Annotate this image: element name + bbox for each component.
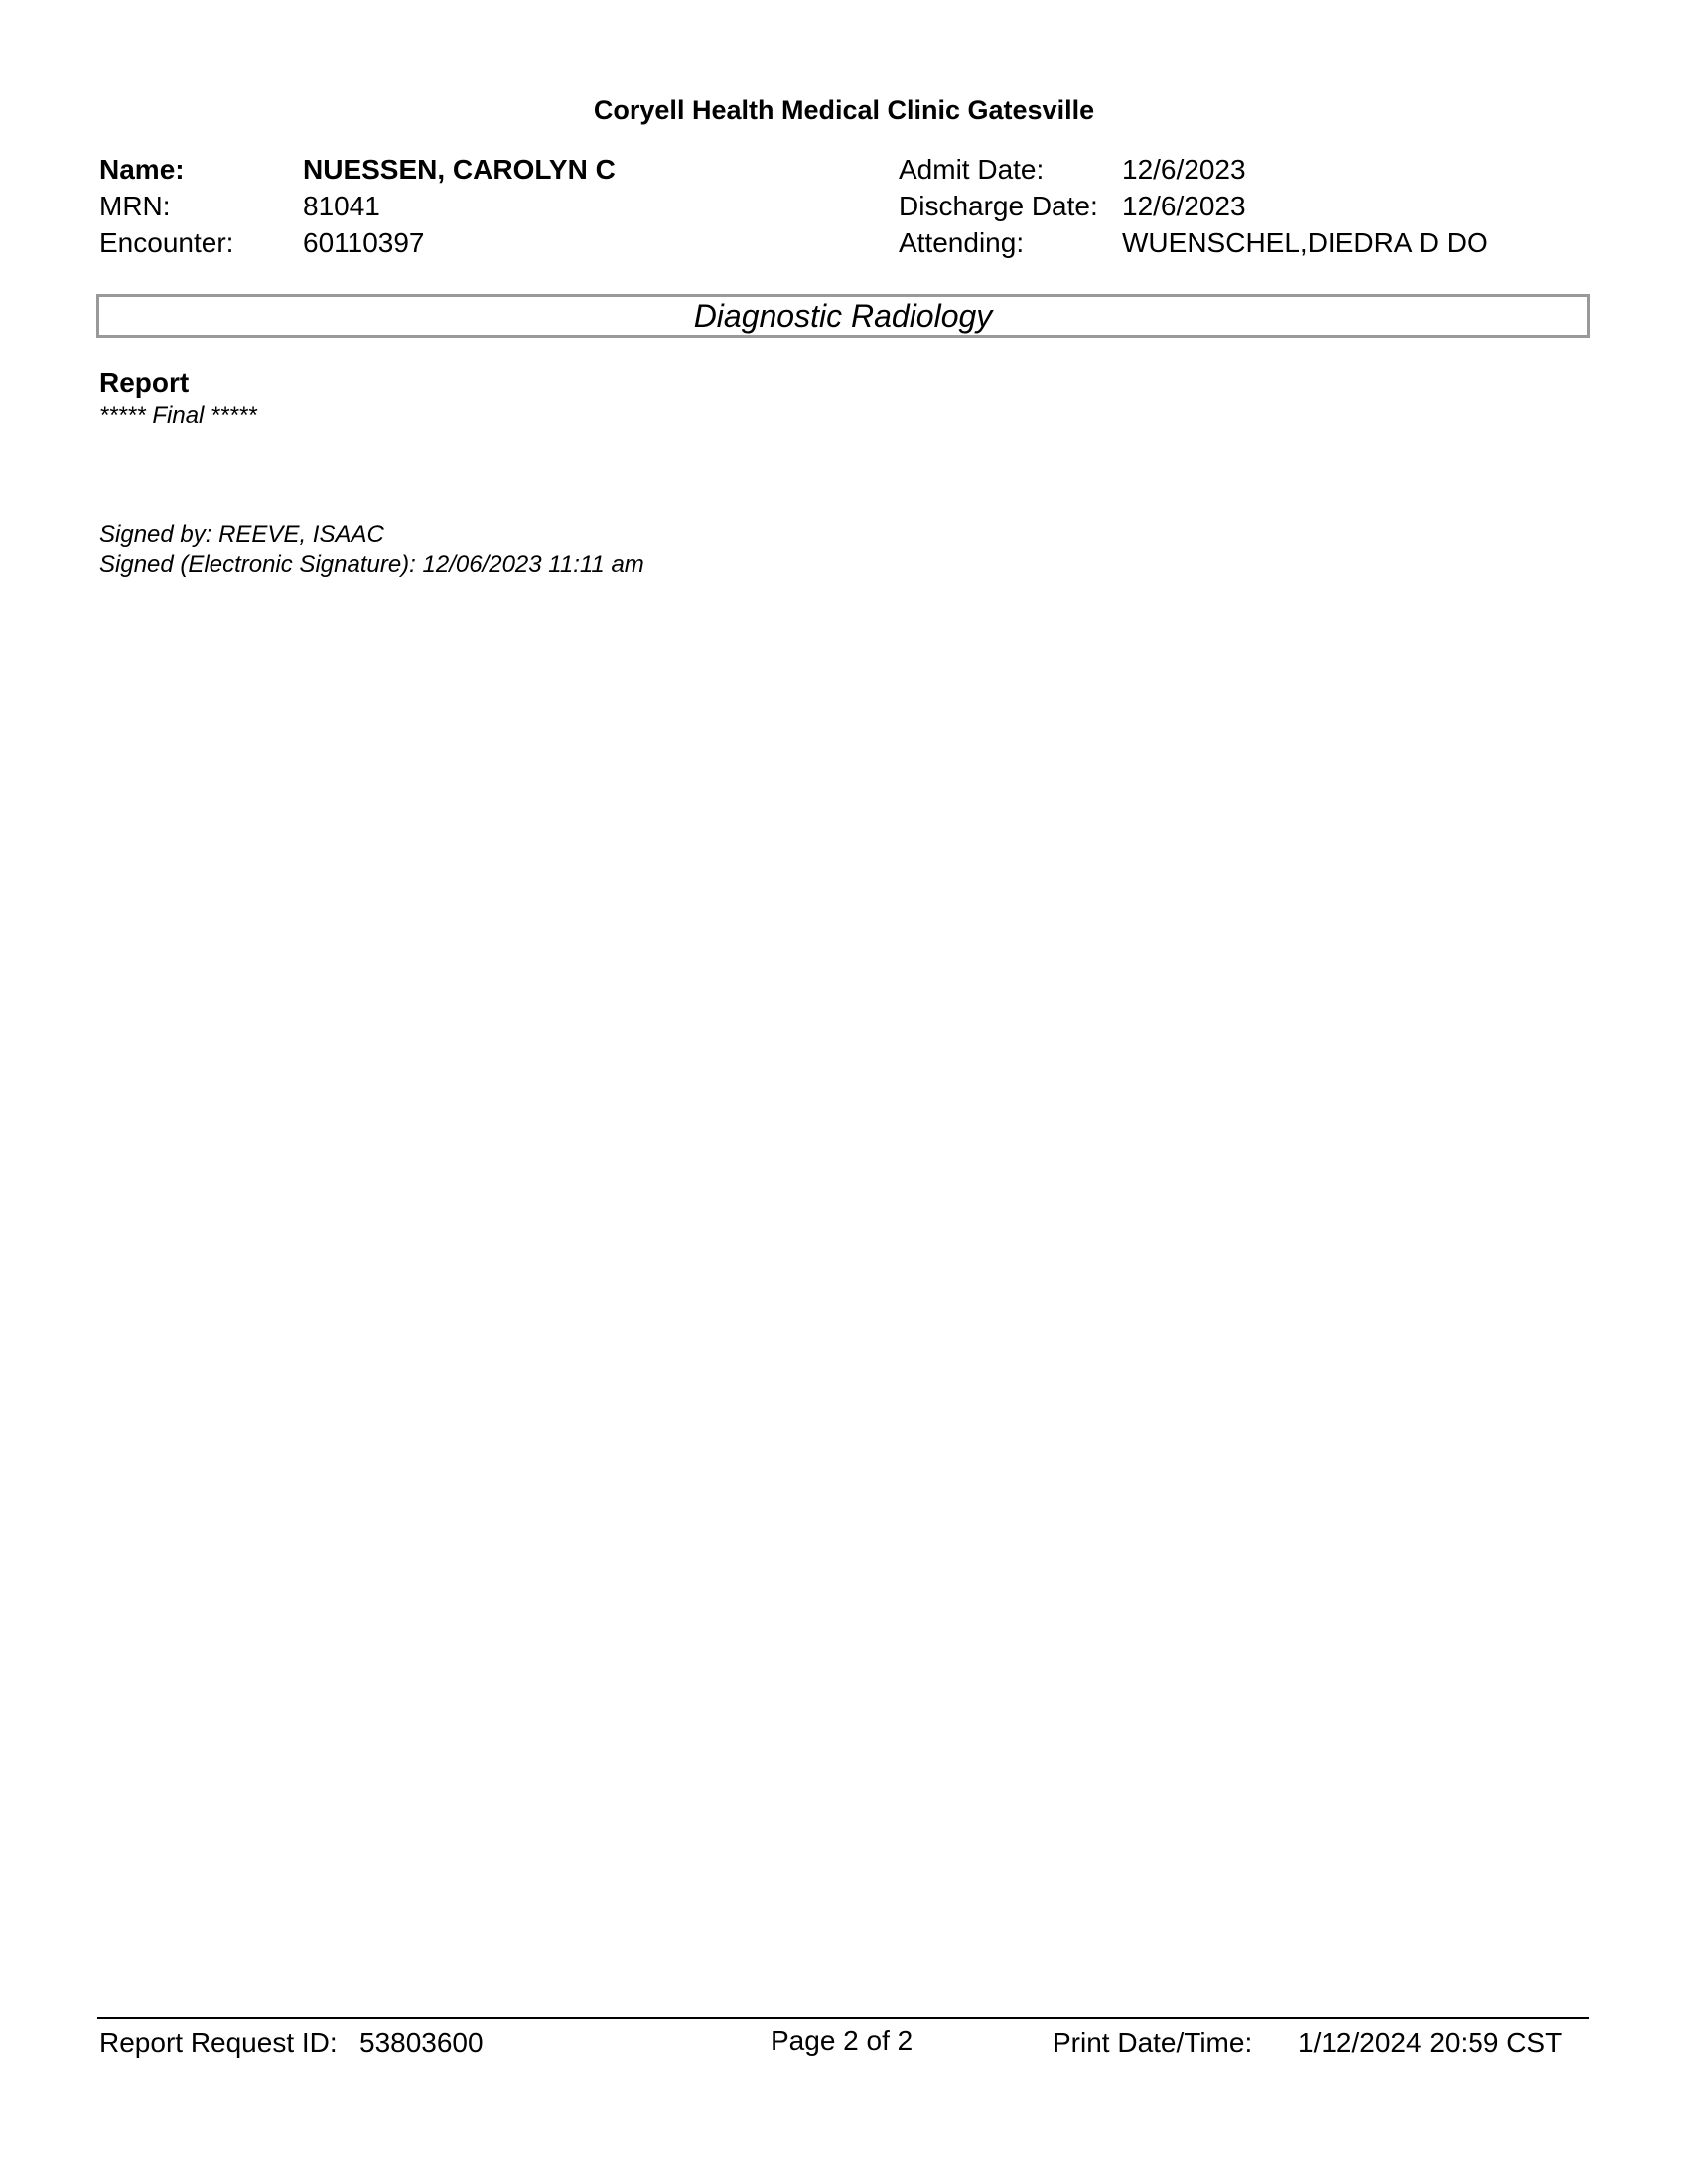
section-title-box: [96, 294, 1590, 338]
footer-divider: [97, 2017, 1589, 2019]
report-heading: Report: [99, 367, 190, 398]
facility-title: Coryell Health Medical Clinic Gatesville: [593, 95, 1095, 125]
attending-label: Attending:: [899, 227, 1025, 258]
page-number: Page 2 of 2: [771, 2025, 914, 2056]
print-datetime-value: 1/12/2024 20:59 CST: [1298, 2027, 1563, 2058]
encounter-value: 60110397: [303, 227, 425, 258]
signed-by: Signed by: REEVE, ISAAC: [99, 521, 384, 548]
attending-value: WUENSCHEL,DIEDRA D DO: [1122, 227, 1488, 258]
admit-date-label: Admit Date:: [899, 154, 1045, 185]
mrn-value: 81041: [303, 191, 380, 221]
encounter-label: Encounter:: [99, 227, 234, 258]
report-request-label: Report Request ID:: [99, 2027, 338, 2058]
admit-date-value: 12/6/2023: [1122, 154, 1246, 185]
discharge-date-label: Discharge Date:: [899, 191, 1098, 221]
name-label: Name:: [99, 154, 185, 185]
electronic-signature: Signed (Electronic Signature): 12/06/2023 11:11 am: [99, 551, 644, 578]
mrn-label: MRN:: [99, 191, 171, 221]
report-status: ***** Final *****: [99, 402, 257, 429]
report-request-id: 53803600: [359, 2027, 484, 2058]
discharge-date-value: 12/6/2023: [1122, 191, 1246, 221]
patient-name: NUESSEN, CAROLYN C: [303, 154, 616, 185]
print-datetime-label: Print Date/Time:: [1053, 2027, 1253, 2058]
section-title: Diagnostic Radiology: [693, 298, 993, 334]
